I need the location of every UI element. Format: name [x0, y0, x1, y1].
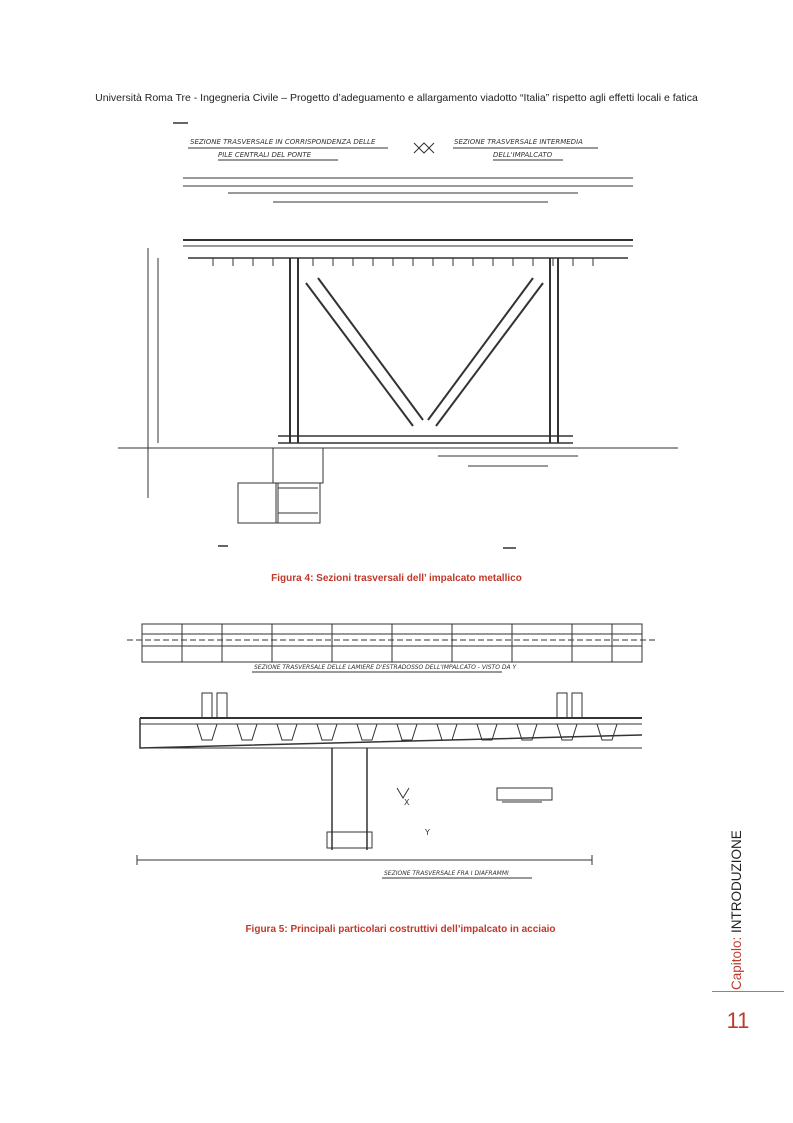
running-header: Università Roma Tre - Ingegneria Civile – Progetto d’adeguamento e allargamento viadotto “Italia” rispetto agli effetti locali e fatica [95, 92, 698, 104]
page-number-rule [712, 991, 784, 992]
svg-text:Y: Y [425, 828, 430, 837]
figure-5-drawing [122, 610, 662, 892]
fig4-title-left: SEZIONE TRASVERSALE IN CORRISPONDENZA DELLE [190, 138, 376, 146]
page-number: 11 [726, 1008, 750, 1033]
fig5-title-bottom: SEZIONE TRASVERSALE FRA I DIAFRAMMI [384, 870, 509, 877]
svg-text:DELL'IMPALCATO: DELL'IMPALCATO [493, 151, 553, 159]
figure-4-caption: Figura 4: Sezioni trasversali dell’ impalcato metallico [271, 573, 522, 584]
chapter-title: INTRODUZIONE [729, 830, 744, 933]
figure-4-drawing [118, 118, 678, 553]
chapter-label [729, 830, 744, 990]
chapter-prefix: Capitolo: [729, 932, 744, 990]
figure-4-svg [118, 118, 678, 553]
svg-text:X: X [404, 798, 410, 807]
svg-text:PILE CENTRALI DEL PONTE: PILE CENTRALI DEL PONTE [218, 151, 312, 159]
fig4-title-right: SEZIONE TRASVERSALE INTERMEDIA [454, 138, 583, 146]
fig5-title-top: SEZIONE TRASVERSALE DELLE LAMIERE D'ESTRADOSSO DELL'IMPALCATO - VISTO DA Y [254, 664, 517, 671]
figure-5-caption: Figura 5: Principali particolari costruttivi dell’impalcato in acciaio [245, 924, 556, 935]
figure-5-svg [122, 610, 662, 892]
chapter-sidebar [728, 820, 748, 990]
